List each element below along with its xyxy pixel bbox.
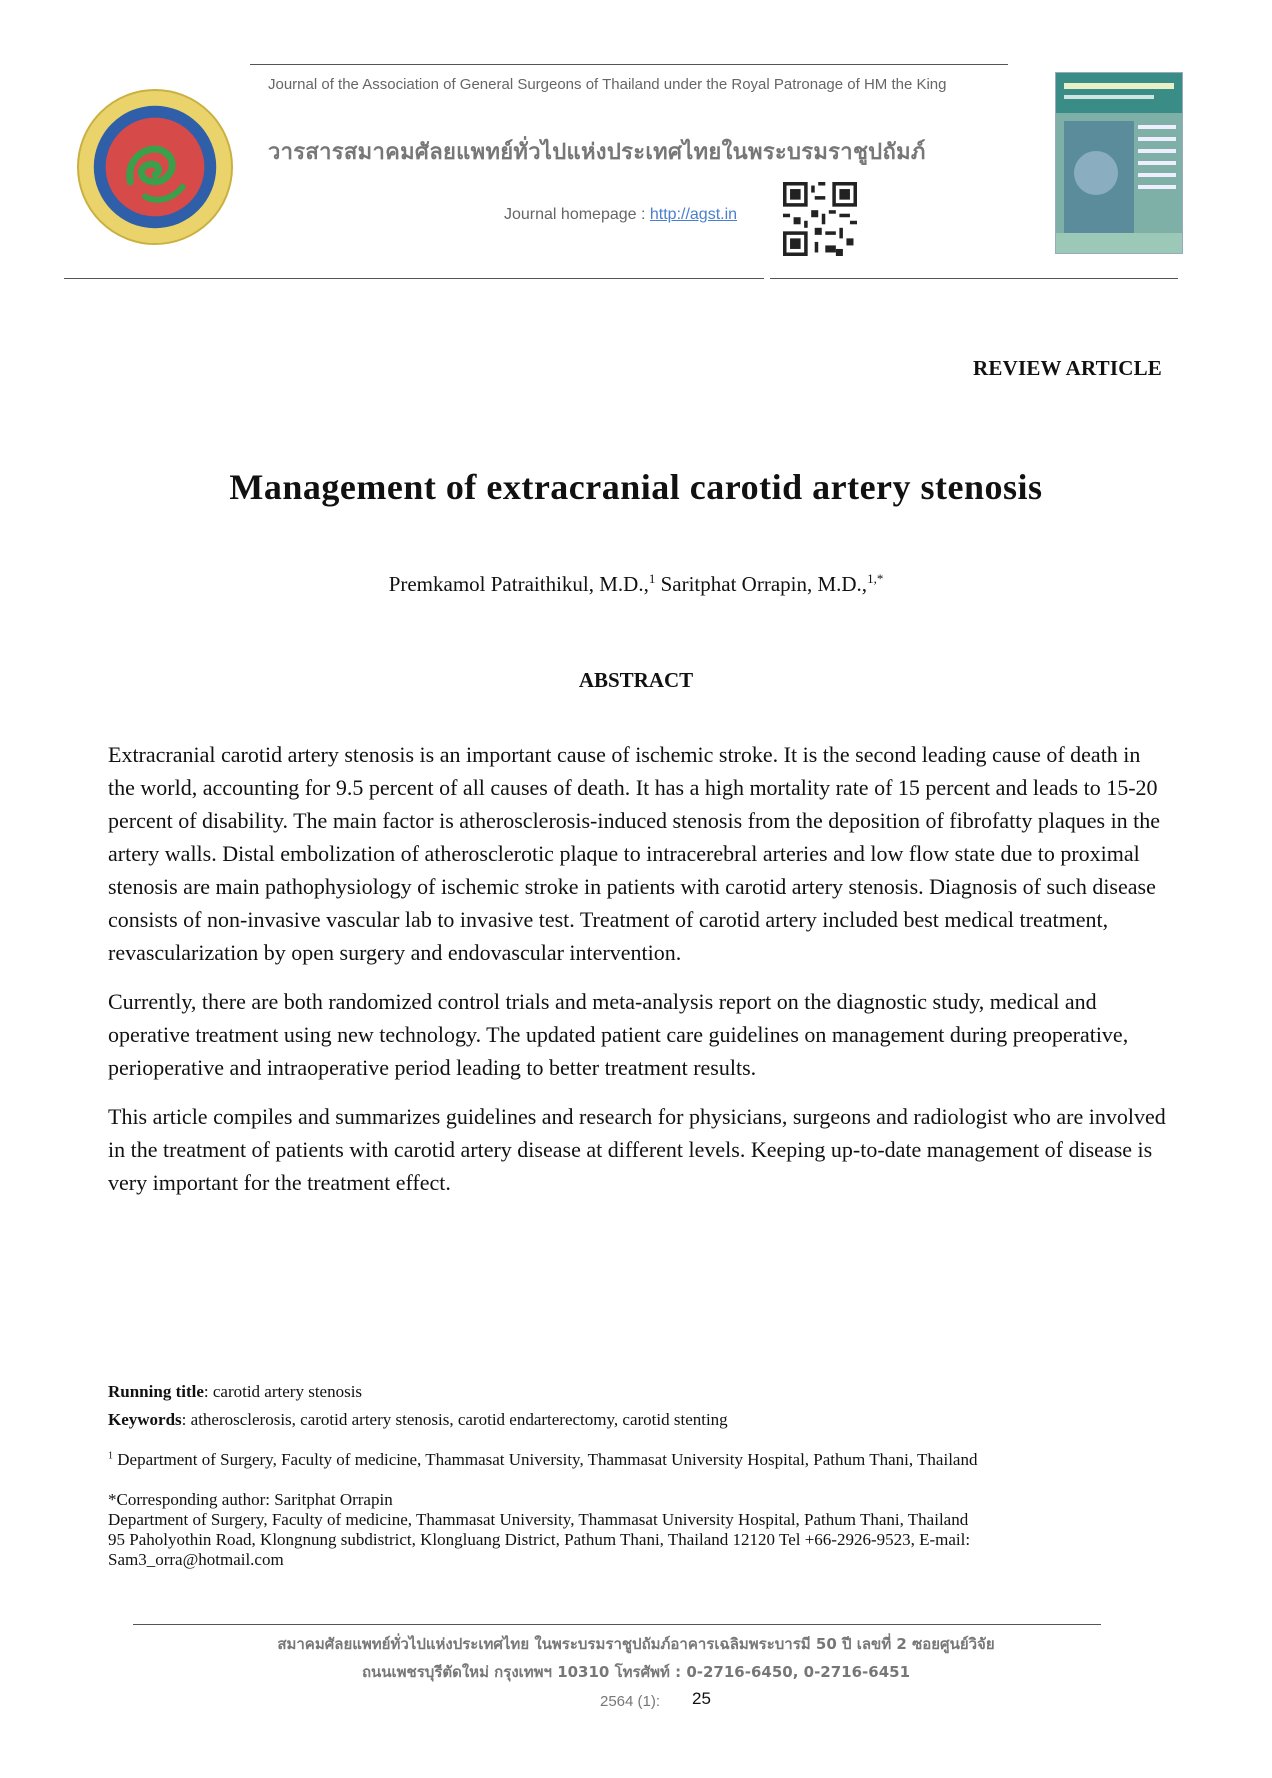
corresponding-author-heading (108, 1490, 1178, 1510)
author-list (0, 571, 1272, 597)
running-title (108, 1378, 1178, 1406)
keywords-label: Keywords (108, 1410, 182, 1429)
article-metadata (108, 1378, 1178, 1434)
journal-title-thai: วารสารสมาคมศัลยแพทย์ทั่วไปแห่งประเทศไทยในพระบรมราชูปถัมภ์ (268, 140, 926, 165)
journal-title-english: Journal of the Association of General Surgeons of Thailand under the Royal Patronage of HM the King (268, 76, 947, 93)
running-title-value: : carotid artery stenosis (203, 1382, 363, 1401)
footer-address-line-2: ถนนเพชรบุรีตัดใหม่ กรุงเทพฯ 10310 โทรศัพท์ : 0-2716-6450, 0-2716-6451 (361, 1663, 911, 1681)
journal-homepage (504, 206, 737, 224)
keywords (108, 1406, 1178, 1434)
footer-address-line-1: สมาคมศัลยแพทย์ทั่วไปแห่งประเทศไทย ในพระบรมราชูปถัมภ์อาคารเฉลิมพระบารมี 50 ปี เลขที่ 2 ซอยศูนย์วิจัย (277, 1635, 995, 1653)
corresponding-address-line: Department of Surgery, Faculty of medicine, Thammasat University, Thammasat University Hospital, Pathum Thani, Thailand (108, 1510, 969, 1529)
association-seal-logo-icon (76, 88, 234, 246)
affiliation-marker: 1 (108, 1450, 113, 1462)
affiliation-text: Department of Surgery, Faculty of medicine, Thammasat University, Thammasat University Hospital, Pathum Thani, Thailand (113, 1450, 978, 1469)
corresponding-author-name: : Saritphat Orrapin (265, 1490, 393, 1509)
header-rule-bottom-left (64, 278, 764, 279)
abstract-paragraph: This article compiles and summarizes guidelines and research for physicians, surgeons and radiologist who are involved in the treatment of patients with carotid artery disease at different levels. Keeping up-to-date management of disease is very important for the treatment effect. (108, 1104, 1166, 1195)
abstract-paragraph: Currently, there are both randomized control trials and meta-analysis report on the diagnostic study, medical and operative treatment using new technology. The updated patient care guidelines on management during preoperative, perioperative and intraoperative period leading to better treatment results. (108, 989, 1129, 1080)
corresponding-address-line: 95 Paholyothin Road, Klongnung subdistrict, Klongluang District, Pathum Thani, Thailand 12120 Tel +66-2926-9523, E-mail: (108, 1530, 971, 1549)
journal-cover-thumbnail-icon (1055, 72, 1183, 254)
page-number: 25 (692, 1689, 711, 1708)
article-type: REVIEW ARTICLE (973, 356, 1162, 380)
abstract-heading: ABSTRACT (578, 668, 694, 692)
header-rule-top (250, 64, 1008, 65)
footer-issue: 2564 (1): (600, 1693, 661, 1710)
corresponding-author (108, 1490, 1178, 1570)
qr-code-icon[interactable] (783, 182, 857, 256)
homepage-link[interactable]: http://agst.in (649, 206, 738, 223)
corresponding-author-label: *Corresponding author (108, 1490, 266, 1509)
homepage-label: Journal homepage : (504, 206, 650, 223)
author-2-affiliation: 1,* (867, 571, 884, 586)
corresponding-email: Sam3_orra@hotmail.com (108, 1550, 284, 1569)
author-1-affiliation: 1 (648, 571, 656, 586)
abstract-paragraph: Extracranial carotid artery stenosis is an important cause of ischemic stroke. It is the second leading cause of death in the world, accounting for 9.5 percent of all causes of death. It has a high mortality rate of 15 percent and leads to 15-20 percent of disability. The main factor is atherosclerosis-induced stenosis from the deposition of fibrofatty plaques in the artery walls. Distal embolization of atherosclerotic plaque to intracerebral arteries and low flow state due to proximal stenosis are main pathophysiology of ischemic stroke in patients with carotid artery stenosis. Diagnosis of such disease consists of non-invasive vascular lab to invasive test. Treatment of carotid artery included best medical treatment, revascularization by open surgery and endovascular intervention. (108, 742, 1161, 965)
author-1: Premkamol Patraithikul, M.D., (388, 572, 649, 596)
header-rule-bottom-right (770, 278, 1178, 279)
abstract-body (108, 738, 1172, 1215)
author-2: Saritphat Orrapin, M.D., (655, 572, 868, 596)
keywords-value: : atherosclerosis, carotid artery stenosis, carotid endarterectomy, carotid stenting (181, 1410, 728, 1429)
affiliation (108, 1450, 1178, 1470)
running-title-label: Running title (108, 1382, 204, 1401)
article-title: Management of extracranial carotid artery stenosis (229, 467, 1043, 507)
footer-rule (133, 1624, 1101, 1625)
